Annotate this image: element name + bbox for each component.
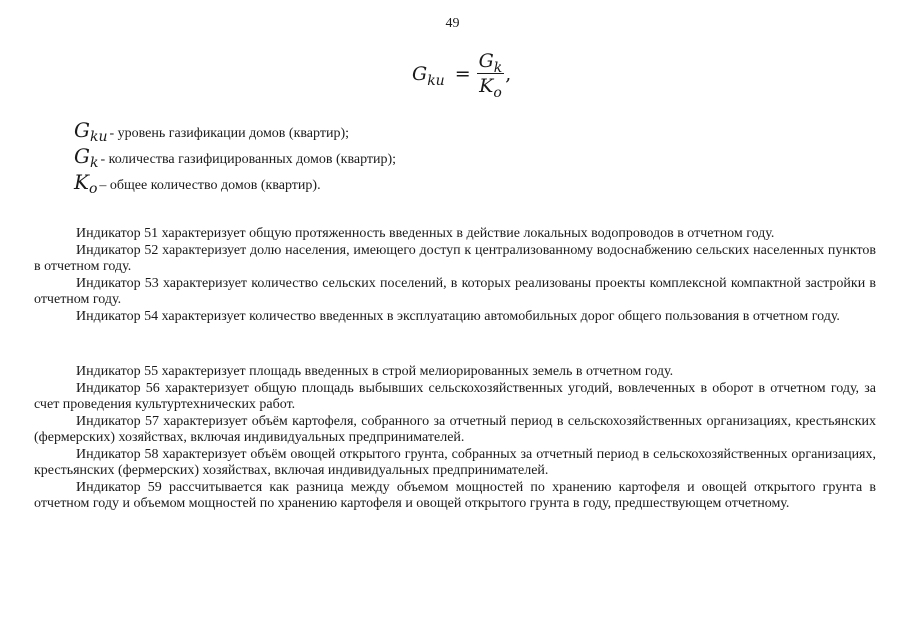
formula-fraction — [477, 50, 505, 101]
legend-description: – общее количество домов (квартир). — [99, 178, 321, 193]
formula-comma: , — [505, 62, 512, 85]
formula-equals: = — [454, 62, 471, 85]
legend-item-gk — [74, 144, 396, 170]
paragraph-indicator-57: Индикатор 57 характеризует объём картофеля, собранного за отчетный период в сельскохозяйственных организациях, крестьянских (фермерских) хозяйствах, включая индивидуальных предпринимателей. — [34, 413, 876, 445]
legend-item-gku — [74, 118, 396, 144]
paragraph-indicator-54: Индикатор 54 характеризует количество введенных в эксплуатацию автомобильных дорог общего пользования в отчетном году. — [76, 308, 840, 324]
page-number: 49 — [445, 16, 460, 31]
paragraph-indicator-55: Индикатор 55 характеризует площадь введенных в строй мелиорированных земель в отчетном году. — [76, 364, 674, 379]
paragraph-indicator-58: Индикатор 58 характеризует объём овощей открытого грунта, собранных за отчетный период в сельскохозяйственных организациях, крестьянских (фермерских) хозяйствах, включая индивидуальных предпринимателей. — [34, 446, 876, 478]
paragraph-indicator-52: Индикатор 52 характеризует долю населения, имеющего доступ к централизованному водоснабжению сельских населенных пунктов в отчетном году. — [34, 242, 876, 274]
paragraph-indicator-56: Индикатор 56 характеризует общую площадь выбывших сельскохозяйственных угодий, вовлеченных в оборот в отчетном году, за счет проведения культуртехнических работ. — [34, 380, 876, 412]
gasification-formula — [412, 50, 512, 101]
formula-lhs: $G_{ku}$ — [412, 62, 445, 89]
formula-numerator: $G_k$ — [478, 50, 503, 76]
paragraph-indicator-53: Индикатор 53 характеризует количество сельских поселений, в которых реализованы проекты комплексной компактной застройки в отчетном году. — [34, 275, 876, 307]
formula-denominator: $K_o$ — [479, 75, 502, 101]
legend-description: - количества газифицированных домов (квартир); — [100, 152, 397, 167]
paragraph-indicator-59: Индикатор 59 рассчитывается как разница между объемом мощностей по хранению картофеля и овощей открытого грунта в отчетном году и объемом мощностей по хранению картофеля и овощей открытого грунта в году, предшествующем отчетному. — [34, 479, 876, 511]
legend-symbol: $G_k$ — [74, 144, 99, 171]
indicators-51-54 — [34, 226, 876, 325]
formula-legend — [74, 118, 396, 196]
indicators-55-59 — [34, 364, 876, 513]
legend-symbol: $G_{ku}$ — [74, 118, 108, 145]
legend-symbol: $K_o$ — [74, 170, 98, 197]
paragraph-indicator-51: Индикатор 51 характеризует общую протяженность введенных в действие локальных водопроводов в отчетном году. — [76, 226, 775, 241]
legend-description: - уровень газификации домов (квартир); — [109, 126, 349, 141]
legend-item-ko — [74, 170, 396, 196]
